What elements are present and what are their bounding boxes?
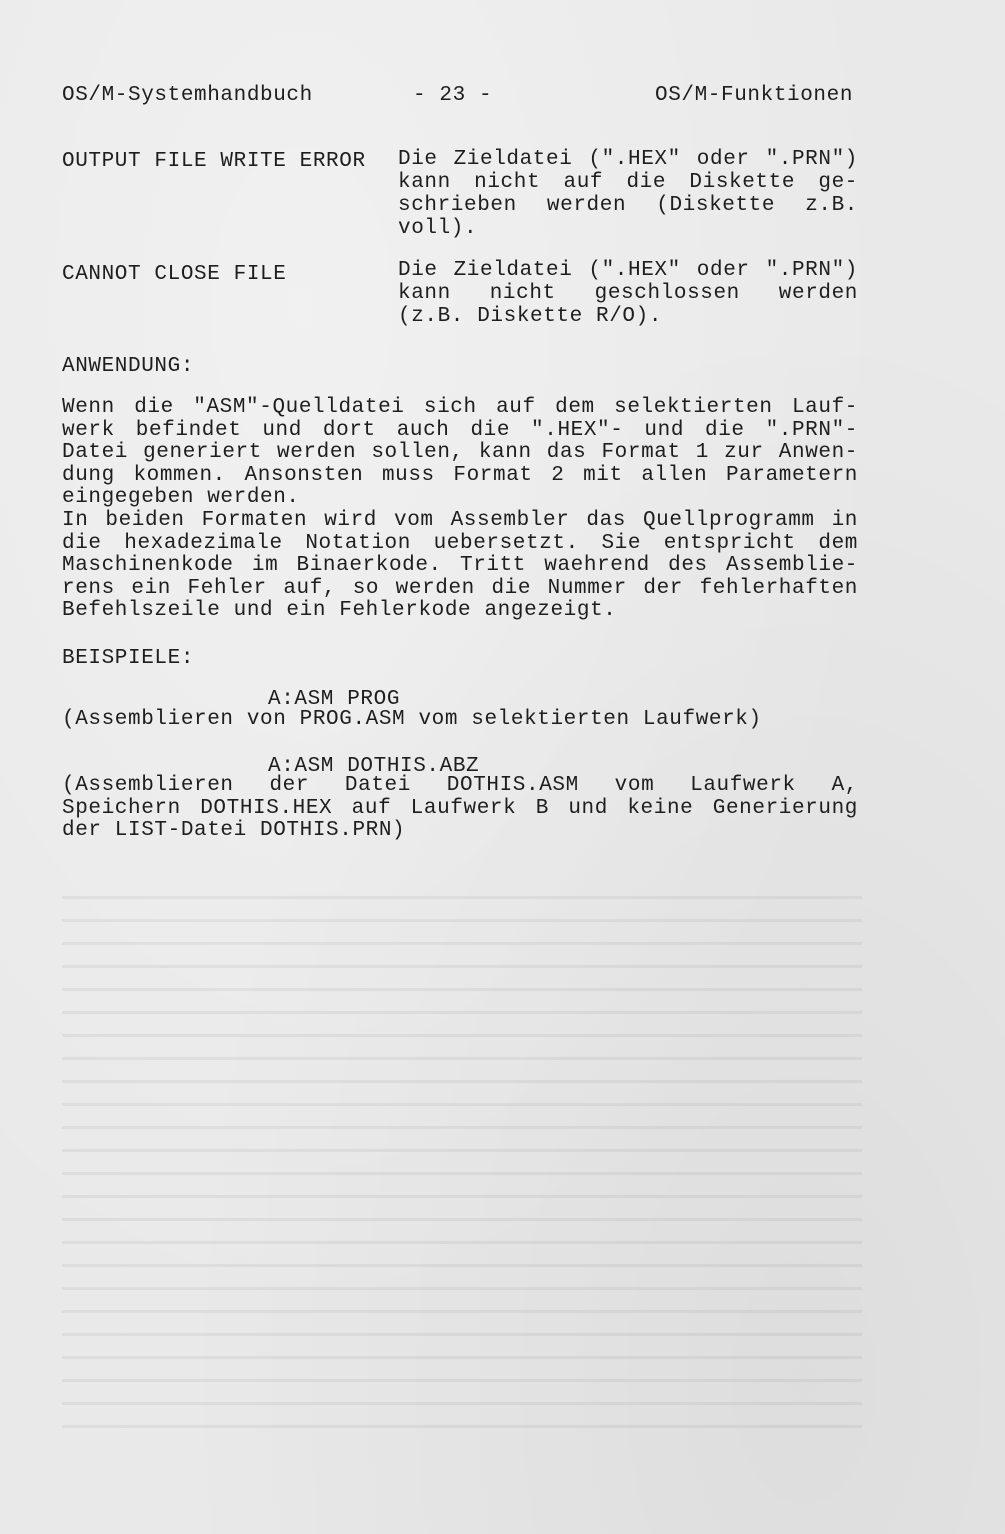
example-description-line: (Assemblieren von PROG.ASM vom selektierten Laufwerk) — [62, 708, 762, 731]
section-heading-anwendung: ANWENDUNG: — [62, 355, 195, 378]
error-term-cannot-close-file: CANNOT CLOSE FILE — [62, 263, 287, 286]
example-command: A:ASM DOTHIS.ABZ — [268, 755, 480, 778]
paragraph-line: rens ein Fehler auf, so werden die Nummer der fehlerhaften — [62, 576, 858, 600]
example-description-line: Speichern DOTHIS.HEX auf Laufwerk B und keine Generierung — [62, 796, 858, 820]
error-description-line: kann nicht auf die Diskette ge- — [398, 171, 858, 194]
example-description — [62, 709, 858, 732]
paragraph-line: eingegeben werden. — [62, 486, 300, 510]
error-description-cannot-close-file — [398, 259, 858, 328]
page-number: - 23 - — [413, 84, 493, 107]
paragraph-line: dung kommen. Ansonsten muss Format 2 mit allen Parametern — [62, 463, 858, 487]
paragraph-line: In beiden Formaten wird vom Assembler das Quellprogramm in — [62, 508, 858, 532]
example-description-line: der LIST-Datei DOTHIS.PRN) — [62, 819, 406, 843]
example-description — [62, 775, 858, 843]
paragraph-line: Datei generiert werden sollen, kann das Format 1 zur Anwen- — [62, 441, 858, 465]
error-description-line: voll). — [398, 217, 478, 240]
paragraph-line: Befehlszeile und ein Fehlerkode angezeigt. — [62, 599, 617, 623]
error-description-line: Die Zieldatei (".HEX" oder ".PRN") — [398, 259, 858, 282]
paragraph-line: Wenn die "ASM"-Quelldatei sich auf dem selektierten Lauf- — [62, 396, 858, 419]
error-description-line: schrieben werden (Diskette z.B. — [398, 194, 858, 217]
header-manual-title: OS/M-Systemhandbuch — [62, 84, 313, 107]
error-description-line: (z.B. Diskette R/O). — [398, 305, 663, 328]
show-through-texture — [62, 880, 862, 1440]
example-description-line: (Assemblieren der Datei DOTHIS.ASM vom Laufwerk A, — [62, 774, 858, 797]
anwendung-paragraph — [62, 397, 858, 623]
error-description-line: Die Zieldatei (".HEX" oder ".PRN") — [398, 148, 858, 171]
error-description-output-file-write — [398, 148, 858, 240]
section-heading-beispiele: BEISPIELE: — [62, 647, 195, 670]
example-command: A:ASM PROG — [268, 688, 401, 711]
paragraph-line: Maschinenkode im Binaerkode. Tritt waehrend des Assemblie- — [62, 554, 858, 578]
header-chapter-title: OS/M-Funktionen — [655, 84, 854, 107]
error-term-output-file-write: OUTPUT FILE WRITE ERROR — [62, 150, 366, 173]
error-description-line: kann nicht geschlossen werden — [398, 282, 858, 305]
paragraph-line: werk befindet und dort auch die ".HEX"- und die ".PRN"- — [62, 418, 858, 442]
paragraph-line: die hexadezimale Notation uebersetzt. Sie entspricht dem — [62, 531, 858, 555]
